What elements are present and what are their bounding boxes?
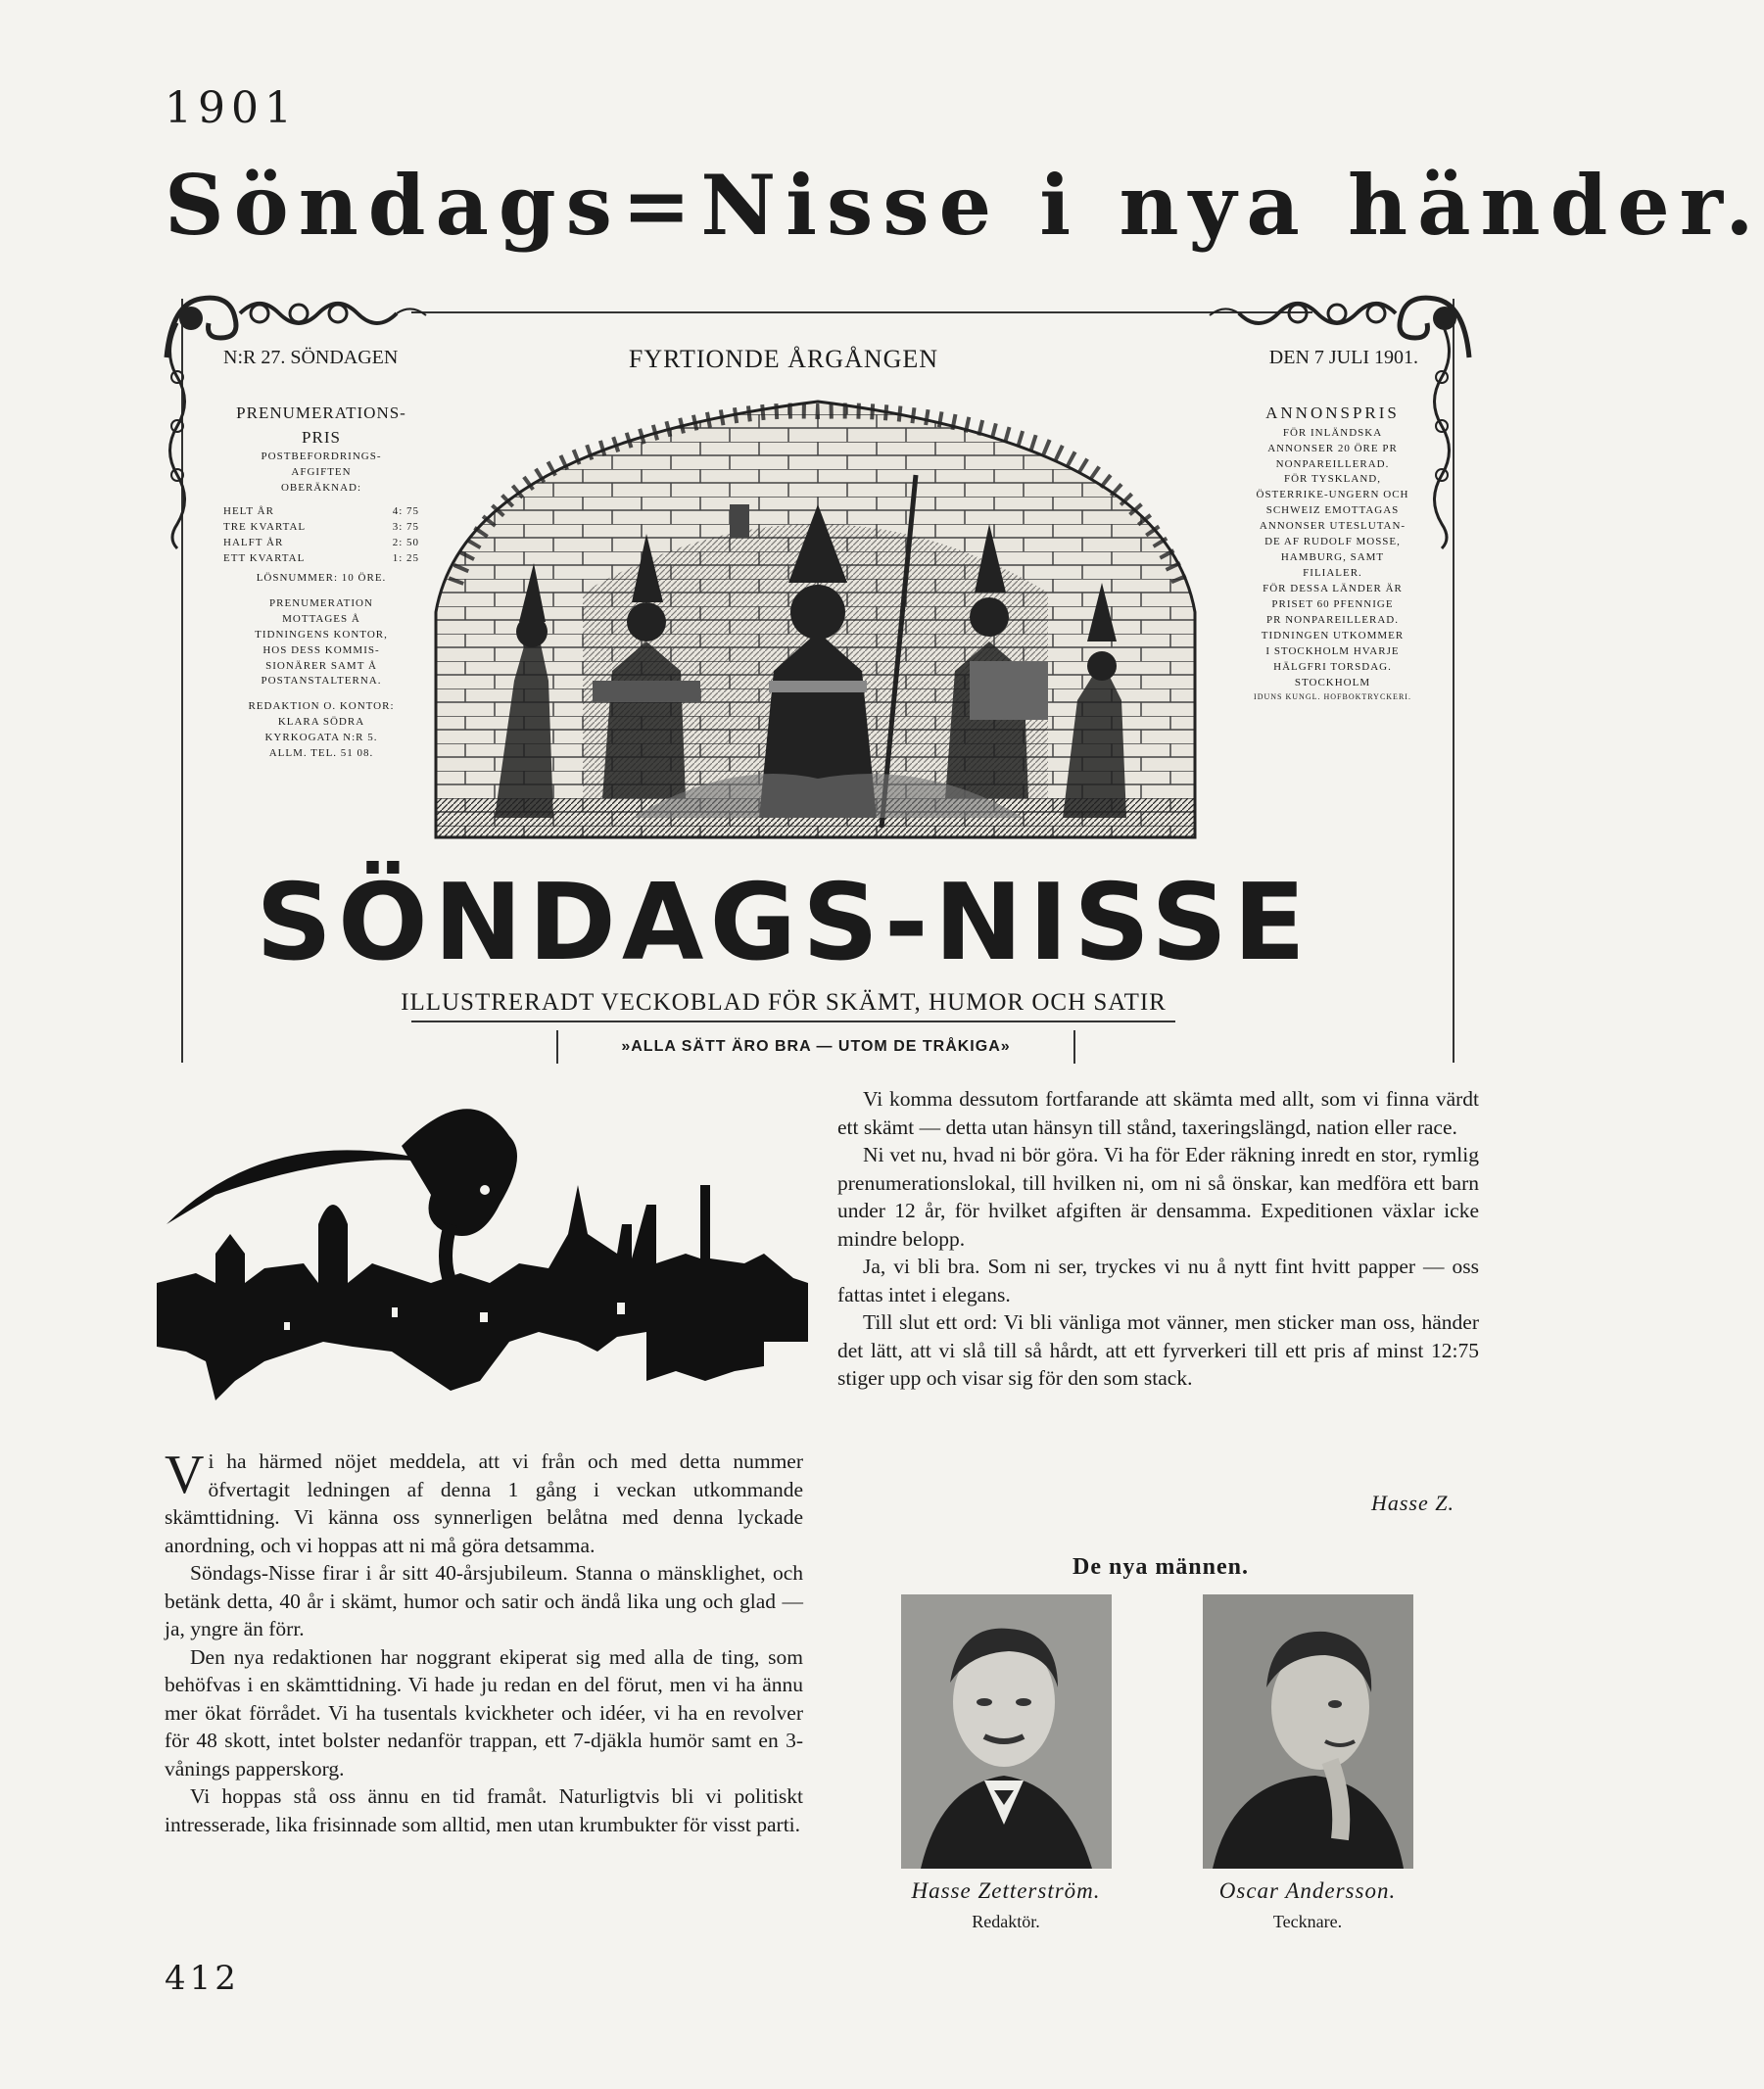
article-paragraph: Den nya redaktionen har noggrant ekiperat sig med alla de ting, som behöfvas i en skämttidning. Vi hade ju redan en del förut, men vi ha ännu mer ökat förrådet. Vi ha tusentals kvickheter och idéer, vi ha en revolver för 48 skott, intet bolster nedanför trappan, ett 7-djäkla humör samt en 3-vånings papperskorg. xyxy=(165,1644,803,1780)
article-left-column xyxy=(165,1445,803,1838)
price-label: HELT ÅR xyxy=(223,505,274,518)
article-paragraph: Vi hoppas stå oss ännu en tid framåt. Naturligtvis bli vi politiskt intresserade, lika frisinnade som alltid, men utan krumbukter för visst parti. xyxy=(165,1784,803,1836)
subscription-line: PRENUMERATION xyxy=(269,596,373,609)
portrait-zetterstrom-icon xyxy=(901,1594,1112,1869)
volume-label: FYRTIONDE ÅRGÅNGEN xyxy=(628,345,939,373)
postage-note: POSTBEFORDRINGS- xyxy=(261,451,382,463)
issue-number: N:R 27. SÖNDAGEN xyxy=(223,347,399,368)
advertising-line: FÖR DESSA LÄNDER ÄR xyxy=(1263,583,1403,595)
advertising-line: PR NONPAREILLERAD. xyxy=(1266,613,1399,626)
advertising-line: NONPAREILLERAD. xyxy=(1275,457,1390,470)
price-label: HALFT ÅR xyxy=(223,536,284,548)
advertising-line: SCHWEIZ EMOTTAGAS xyxy=(1265,504,1400,517)
article-paragraph xyxy=(165,1445,803,1559)
postage-note: AFGIFTEN xyxy=(291,466,352,479)
subscription-heading-2: PRIS xyxy=(302,427,341,447)
page-title: Söndags=Nisse i nya händer. xyxy=(165,157,1764,254)
portrait-photo xyxy=(901,1594,1112,1869)
advertising-line: HÄLGFRI TORSDAG. xyxy=(1273,660,1392,673)
postage-note: OBERÄKNAD: xyxy=(280,482,362,495)
price-row xyxy=(223,536,419,551)
subscription-line: TIDNINGENS KONTOR, xyxy=(255,628,388,641)
year-heading: 1901 xyxy=(165,83,298,133)
advertising-line: ÖSTERRIKE-UNGERN OCH xyxy=(1256,489,1409,501)
caption-name: Hasse Zetterström. xyxy=(911,1878,1101,1903)
subscription-column xyxy=(223,402,419,762)
advertising-line: I STOCKHOLM HVARJE xyxy=(1265,644,1400,657)
author-signature: Hasse Z. xyxy=(1370,1491,1454,1515)
price-label: ETT KVARTAL xyxy=(223,551,306,564)
advertising-heading: ANNONSPRIS xyxy=(1265,404,1400,422)
subscription-line: POSTANSTALTERNA. xyxy=(261,675,382,688)
price-row xyxy=(223,504,419,520)
price-label: TRE KVARTAL xyxy=(223,521,307,534)
rooster-skyline-illustration xyxy=(157,1087,808,1410)
price-value: 4: 75 xyxy=(392,505,419,518)
newspaper-nameplate: SÖNDAGS-NISSE xyxy=(256,862,1311,984)
drop-cap: V xyxy=(165,1445,205,1505)
price-row xyxy=(223,520,419,536)
subscription-line: HOS DESS KOMMIS- xyxy=(262,643,380,656)
caption-role: Redaktör. xyxy=(972,1912,1040,1931)
office-line: REDAKTION O. KONTOR: xyxy=(248,700,395,713)
advertising-line: PRISET 60 PFENNIGE xyxy=(1271,597,1394,610)
price-row xyxy=(223,551,419,567)
article-paragraph: Ni vet nu, hvad ni bör göra. Vi ha för Eder räkning inredt en stor, rymlig prenumerationslokal, till hvilken ni, om ni så önskar, kan medföra ett barn under 12 år, för hvilket afgiften är densamma. Expeditionen växlar icke mindre belopp. xyxy=(837,1143,1479,1251)
tagline: ILLUSTRERADT VECKOBLAD FÖR SKÄMT, HUMOR OCH SATIR xyxy=(401,989,1167,1016)
section-heading: De nya männen. xyxy=(1072,1554,1250,1580)
gnome-illustration xyxy=(436,387,1195,837)
printer-line: IDUNS KUNGL. HOFBOKTRYCKERI. xyxy=(1254,691,1411,701)
advertising-line: FILIALER. xyxy=(1303,567,1362,580)
page-number: 412 xyxy=(165,1959,240,1998)
advertising-line: DE AF RUDOLF MOSSE, xyxy=(1264,536,1401,548)
office-line: KLARA SÖDRA xyxy=(277,716,365,729)
article-right-column xyxy=(837,1085,1479,1393)
advertising-line: FÖR TYSKLAND, xyxy=(1284,473,1381,486)
advertising-line: STOCKHOLM xyxy=(1294,676,1371,688)
price-value: 3: 75 xyxy=(392,521,419,534)
issue-date: DEN 7 JULI 1901. xyxy=(1268,347,1418,368)
caption-name: Oscar Andersson. xyxy=(1218,1878,1397,1903)
advertising-line: HAMBURG, SAMT xyxy=(1280,551,1385,564)
article-paragraph: Vi komma dessutom fortfarande att skämta med allt, som vi finna värdt ett skämt — detta utan hänsyn till stånd, taxeringslängd, nation eller race. xyxy=(837,1087,1479,1139)
masthead-rule xyxy=(411,311,1312,313)
price-value: 2: 50 xyxy=(392,536,419,548)
article-paragraph: Ja, vi bli bra. Som ni ser, tryckes vi nu å nytt fint hvitt papper — oss fattas intet i elegans. xyxy=(837,1255,1479,1306)
article-paragraph: Söndags-Nisse firar i år sitt 40-årsjubileum. Stanna o mänsklighet, och betänk detta, 40 år i skämt, humor och satir och ändå lika ung och glad — ja, yngre än förr. xyxy=(165,1561,803,1640)
portrait-andersson-icon xyxy=(1203,1594,1413,1869)
subscription-heading: PRENUMERATIONS- xyxy=(236,404,406,422)
advertising-line: ANNONSER 20 ÖRE PR xyxy=(1267,442,1398,454)
advertising-line: FÖR INLÄNDSKA xyxy=(1282,426,1383,439)
article-paragraph: Till slut ett ord: Vi bli vänliga mot vänner, men sticker man oss, händer det lätt, att vi slå till så hårdt, att ett fyrverkeri till ett pris af minst 12:75 stiger upp och visar sig för den som stack. xyxy=(837,1310,1479,1390)
advertising-line: TIDNINGEN UTKOMMER xyxy=(1261,629,1405,641)
price-list xyxy=(223,504,419,567)
subscription-line: SIONÄRER SAMT Å xyxy=(265,659,377,672)
portrait-photo xyxy=(1203,1594,1413,1869)
subscription-line: MOTTAGES Å xyxy=(282,612,360,625)
paragraph-text: i ha härmed nöjet meddela, att vi från och med detta nummer öfvertagit ledningen af denna 1 gång i veckan utkommande skämttidning. Vi känna oss synnerligen belåtna med denna lyckade anordning, och vi hoppas att ni må göra detsamma. xyxy=(165,1449,803,1557)
motto: »ALLA SÄTT ÄRO BRA — UTOM DE TRÅKIGA» xyxy=(556,1030,1075,1064)
office-line: KYRKOGATA N:R 5. xyxy=(264,732,378,744)
price-value: 1: 25 xyxy=(392,551,419,564)
caption-role: Tecknare. xyxy=(1272,1912,1343,1931)
tagline-rule xyxy=(411,1021,1175,1022)
advertising-column xyxy=(1222,402,1443,702)
advertising-line: ANNONSER UTESLUTAN- xyxy=(1259,520,1406,533)
single-copy-price: LÖSNUMMER: 10 ÖRE. xyxy=(256,571,387,584)
office-line: ALLM. TEL. 51 08. xyxy=(268,747,374,760)
